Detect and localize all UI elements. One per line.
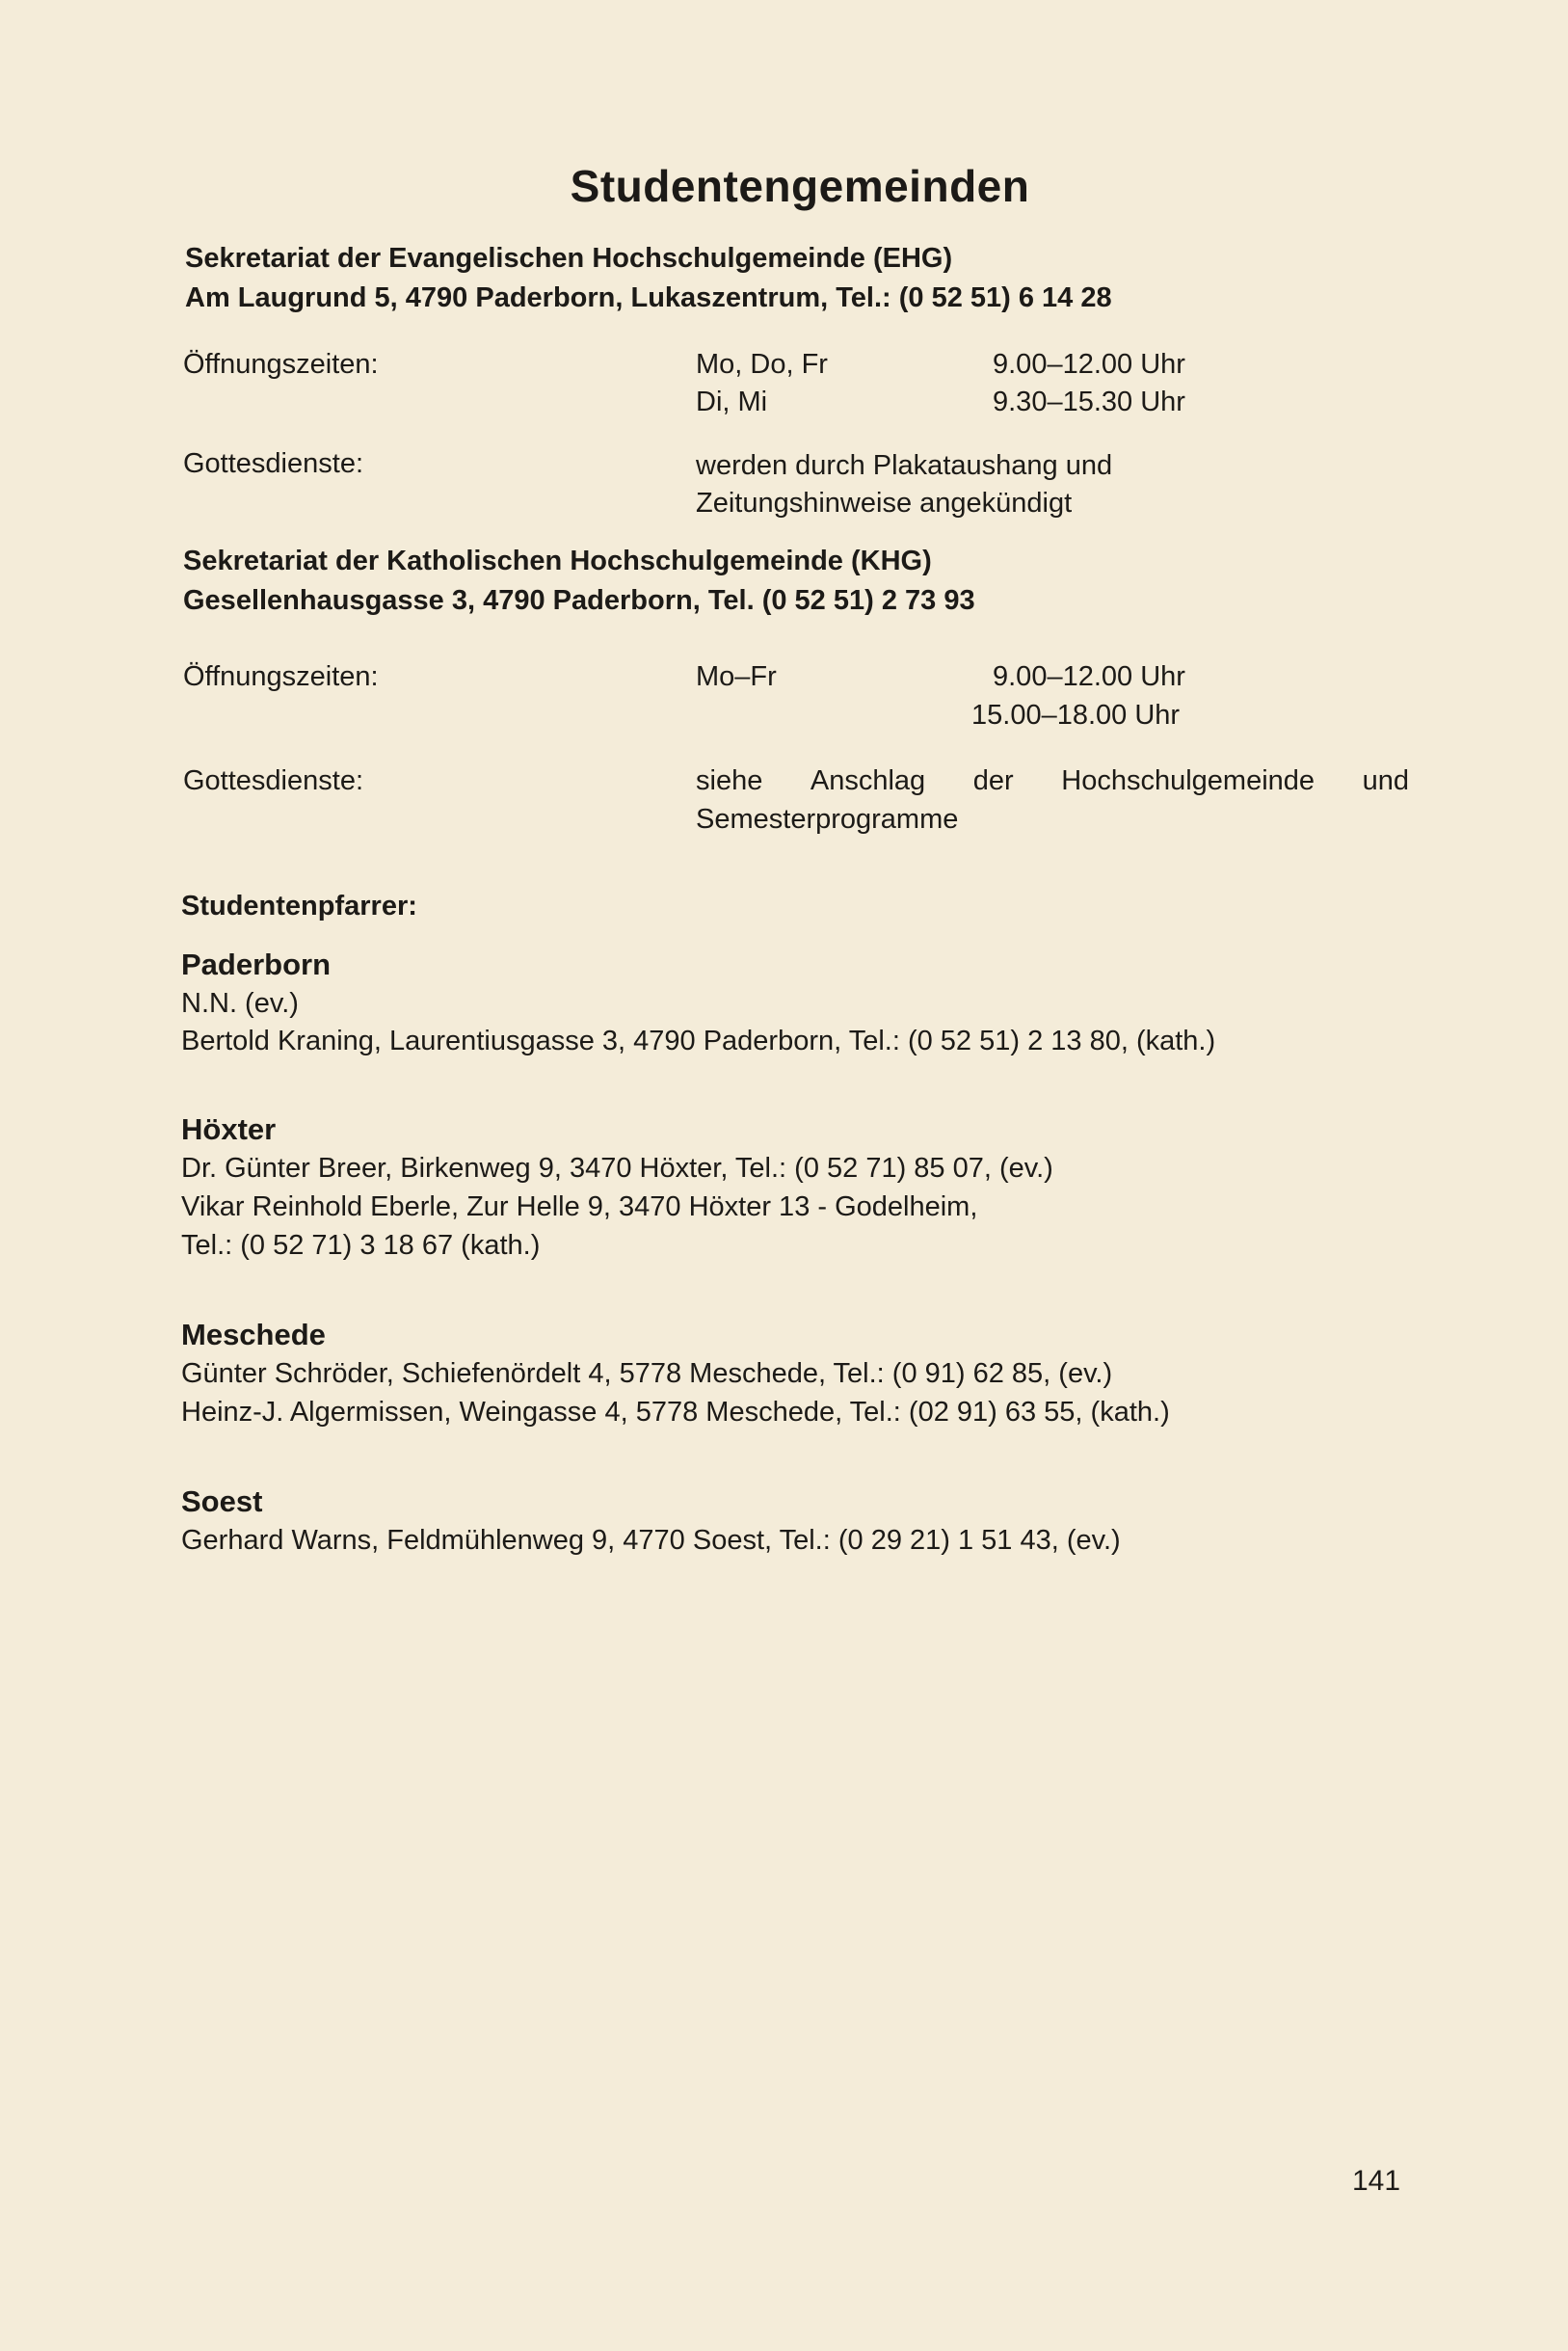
khg-header-line2: Gesellenhausgasse 3, 4790 Paderborn, Tel. (0 52 51) 2 73 93 [183,585,975,616]
ehg-hours-time-2: 9.30–15.30 Uhr [993,387,1185,417]
khg-services-label: Gottesdienste: [183,765,363,796]
hoexter-line1: Dr. Günter Breer, Birkenweg 9, 3470 Höxter, Tel.: (0 52 71) 85 07, (ev.) [181,1153,1053,1184]
pfarrer-city-hoexter: Höxter [181,1112,277,1146]
pfarrer-city-meschede: Meschede [181,1318,326,1351]
ehg-header-line1: Sekretariat der Evangelischen Hochschulgemeinde (EHG) [185,243,953,274]
pfarrer-city-soest: Soest [181,1484,263,1518]
ehg-services-line1: werden durch Plakataushang und [696,450,1113,481]
meschede-line2: Heinz-J. Algermissen, Weingasse 4, 5778 Meschede, Tel.: (02 91) 63 55, (kath.) [181,1397,1170,1428]
soest-line1: Gerhard Warns, Feldmühlenweg 9, 4770 Soest, Tel.: (0 29 21) 1 51 43, (ev.) [181,1525,1121,1556]
khg-services-line1 [696,765,1409,797]
khg-hours-time-1: 9.00–12.00 Uhr [993,661,1185,692]
ehg-header-line2: Am Laugrund 5, 4790 Paderborn, Lukaszentrum, Tel.: (0 52 51) 6 14 28 [185,282,1112,313]
page-number: 141 [1352,2165,1401,2197]
paderborn-line2: Bertold Kraning, Laurentiusgasse 3, 4790 Paderborn, Tel.: (0 52 51) 2 13 80, (kath.) [181,1026,1216,1056]
khg-header-line1: Sekretariat der Katholischen Hochschulgemeinde (KHG) [183,546,932,576]
khg-hours-label: Öffnungszeiten: [183,661,379,692]
pfarrer-heading: Studentenpfarrer: [181,891,417,922]
khg-services-line2: Semesterprogramme [696,804,959,835]
hoexter-line3: Tel.: (0 52 71) 3 18 67 (kath.) [181,1230,541,1261]
ehg-hours-days-1: Mo, Do, Fr [696,349,828,380]
ehg-services-line2: Zeitungshinweise angekündigt [696,488,1073,519]
pfarrer-city-paderborn: Paderborn [181,948,332,981]
khg-services-word: siehe [696,765,763,796]
ehg-hours-label: Öffnungszeiten: [183,349,379,380]
meschede-line1: Günter Schröder, Schiefenördelt 4, 5778 Meschede, Tel.: (0 91) 62 85, (ev.) [181,1358,1113,1389]
khg-hours-time-2: 15.00–18.00 Uhr [971,700,1181,731]
khg-services-word: Anschlag [810,765,926,796]
paderborn-line1: N.N. (ev.) [181,988,299,1019]
hoexter-line2: Vikar Reinhold Eberle, Zur Helle 9, 3470 Höxter 13 - Godelheim, [181,1191,978,1222]
khg-hours-days: Mo–Fr [696,661,777,692]
khg-services-word: und [1362,765,1409,796]
khg-services-word: der [972,765,1014,796]
ehg-services-label: Gottesdienste: [183,448,363,479]
khg-services-word: Hochschulgemeinde [1061,765,1316,796]
ehg-hours-days-2: Di, Mi [696,387,768,417]
ehg-hours-time-1: 9.00–12.00 Uhr [993,349,1185,380]
page-title: Studentengemeinden [570,161,1030,211]
